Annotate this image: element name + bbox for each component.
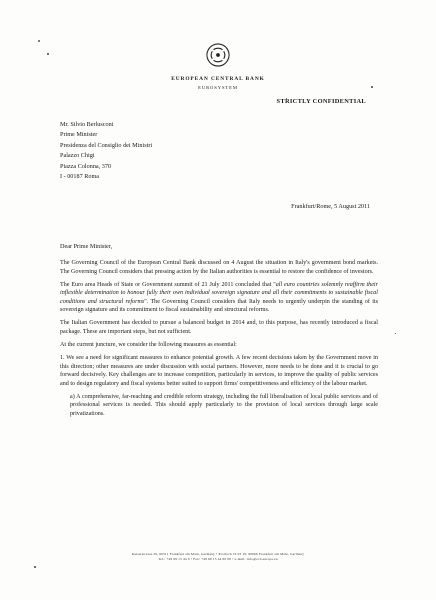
address-line: Presidenza del Consiglio dei Ministri bbox=[60, 141, 153, 149]
letter-date: Frankfurt/Rome, 5 August 2011 bbox=[291, 203, 370, 210]
address-line: Prime Minister bbox=[60, 131, 98, 139]
letter-body bbox=[60, 259, 378, 423]
paragraph: 1. We see a need for significant measures to enhance potential growth. A few recent decisions taken by the Government move in this direction; other measures are under discussion with social partners. However, more needs to be done and it is crucial to go forward decisively. Key challenges are to increase competition, particularly in services, to improve the quality of public services and to design regulatory and fiscal systems better suited to support firms' competitiveness and efficiency of the labour market. bbox=[60, 354, 378, 387]
paragraph: At the current juncture, we consider the following measures as essential: bbox=[60, 341, 237, 348]
address-line: I - 00187 Roma bbox=[60, 173, 100, 181]
ecb-logo-icon bbox=[201, 40, 235, 70]
address-line: Palazzo Chigi bbox=[60, 152, 95, 160]
bank-subtitle: EUROSYSTEM bbox=[198, 85, 238, 90]
paragraph-text: ". The Governing Council considers that Italy needs to urgently underpin the standing of its sovereign signature and its commitment to fiscal sustainability and structural reforms. bbox=[60, 298, 378, 314]
classification-label: STRICTLY CONFIDENTIAL bbox=[276, 98, 366, 105]
paragraph-text: The Euro area Heads of State or Government summit of 21 July 2011 concluded that " bbox=[60, 281, 276, 288]
summit-quote: all euro countries solemnly reaffirm their inflexible determination to honour fully their own individual sovereign signature and all their commitments to sustainable fiscal conditions and structural reforms bbox=[60, 281, 378, 305]
recipient-address bbox=[60, 120, 152, 182]
address-line: Mr. Silvio Berlusconi bbox=[60, 121, 114, 128]
footer-contact: Tel.: +49 69 13 44 0 • Fax: +49 69 13 44 60 00 • e-mail: info@ecb.europa.eu bbox=[158, 557, 278, 561]
paragraph: The Governing Council of the European Central Bank discussed on 4 August the situation in Italy's government bond markets. The Governing Council considers that pressing action by the Italian authorities is essential to restore the confidence of investors. bbox=[60, 260, 378, 275]
footer-address: Kaiserstrasse 29, 60311 Frankfurt am Main, Germany • Postfach 16 03 19, 60066 Frankfurt am Main, Germany bbox=[131, 552, 305, 556]
paragraph: The Italian Government has decided to pursue a balanced budget in 2014 and, to this purpose, has recently introduced a fiscal package. These are important steps, but not sufficient. bbox=[60, 320, 378, 335]
letter-footer bbox=[0, 552, 436, 562]
sub-paragraph: a) A comprehensive, far-reaching and credible reform strategy, including the full liberalisation of local public services and of professional services is needed. This should apply particularly to the provision of local services through large scale privatizations. bbox=[70, 393, 378, 417]
letterhead bbox=[0, 40, 436, 90]
salutation: Dear Prime Minister, bbox=[60, 243, 113, 250]
bank-name: EUROPEAN CENTRAL BANK bbox=[171, 76, 265, 82]
scan-speck bbox=[395, 333, 396, 334]
paragraph bbox=[60, 281, 378, 315]
scan-speck bbox=[34, 566, 36, 568]
address-line: Piazza Colonna, 370 bbox=[60, 162, 112, 170]
